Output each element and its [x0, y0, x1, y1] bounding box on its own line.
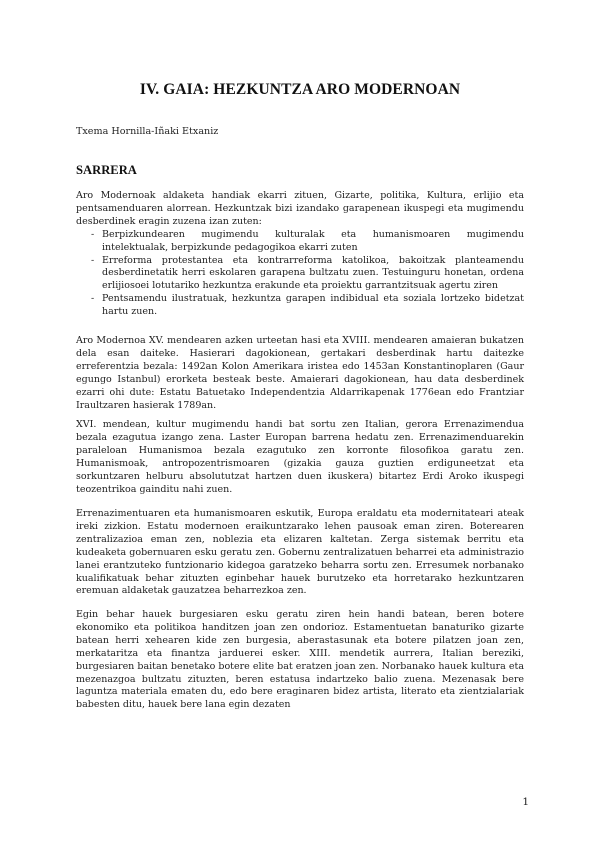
- page-title: IV. GAIA: HEZKUNTZA ARO MODERNOAN: [139, 81, 461, 98]
- paragraph-block-2: [76, 335, 524, 412]
- list-item: [76, 255, 524, 294]
- paragraph-block-3: [76, 419, 524, 496]
- section-heading: SARRERA: [76, 163, 137, 177]
- authors-line: Txema Hornilla-Iñaki Etxaniz: [76, 126, 219, 137]
- list-item-text: Erreforma protestantea eta kontrarreforma katolikoa, bakoitzak planteamendu desberdinetatik herri eskolaren garapena bultzatu zuen. Testuinguru honetan, ordena erlijiosoei lotutariko hezkuntza erakunde eta proiektu garrantzitsuak agertu ziren: [102, 254, 524, 292]
- bullet-dash: -: [91, 228, 95, 240]
- paragraph-intro: Aro Modernoak aldaketa handiak ekarri zituen, Gizarte, politika, Kultura, erlijio eta pentsamenduaren alorrean. Hezkuntzak bizi izandako garapenean ikuspegi eta mugimendu desberdinek eragin zuzena izan zuten:: [76, 190, 524, 227]
- list-item-text: Pentsamendu ilustratuak, hezkuntza garapen indibidual eta soziala lortzeko bidetzat hartu zuen.: [102, 293, 524, 318]
- list-item: [76, 229, 524, 255]
- bullet-dash: -: [91, 293, 95, 305]
- page-number: 1: [522, 796, 529, 808]
- paragraph-4: Errenazimentuaren eta humanismoaren eskutik, Europa eraldatu eta modernitateari ateak ireki zizkion. Estatu modernoen eraikuntzarako lehen pausoak eman ziren. Boterearen zentralizazioa eman zen, noblezia eta elizaren kaltetan. Zerga sistemak berritu eta kudeaketa gobernuaren esku geratu zen. Gobernu zentralizatuen beharrei eta administrazio lanei erantzuteko funtzionario kidegoa garatzeko beharra sortu zen. Erresumek norbanako kualifikatuak behar zituzten eginbehar hauek burutzeko eta horretarako hezkuntzaren eremuan aldaketak gauzatzea beharrezkoa zen.: [76, 508, 524, 597]
- bullet-dash: -: [91, 254, 95, 266]
- list-item-text: Berpizkundearen mugimendu kulturalak eta humanismoaren mugimendu intelektualak, berpizkunde pedagogikoa ekarri zuten: [102, 228, 524, 253]
- list-item: [76, 293, 524, 319]
- bullet-list: [76, 229, 524, 319]
- paragraph-2: Aro Modernoa XV. mendearen azken urteetan hasi eta XVIII. mendearen amaieran bukatzen dela esan daiteke. Hasierari dagokionean, gertakari desberdinak hartu daitezke erreferentzia bezala: 1492an Kolon Amerikara iristea edo 1453an Konstantinoplaren (Gaur egungo Istanbul) erorketa besteak beste. Amaierari dagokionean, hau data desberdinek ezarri ohi dute: Estatu Batuetako Independentzia Aldarrikapenak 1776ean edo Frantziar Iraultzaren hasierak 1789an.: [76, 335, 524, 411]
- paragraph-5: Egin behar hauek burgesiaren esku geratu ziren hein handi batean, beren botere ekonomiko eta politikoa handitzen joan zen ondorioz. Estamentuetan banaturiko gizarte batean herri xehearen kide zen burgesia, aberastasunak eta botere pilatzen joan zen, merkataritza eta finantza jarduerei esker. XIII. mendetik aurrera, Italian bereziki, burgesiaren baitan benetako botere elite bat eratzen joan zen. Norbanako hauek kultura eta mezenazgoa bultzatu zituzten, beren estatusa indartzeko balio zuena. Mezenasak bere laguntza materiala ematen du, edo bere eraginaren bidez artista, literato eta zientzialariak babesten ditu, hauek bere lana egin dezaten: [76, 609, 524, 711]
- paragraph-block-4: [76, 508, 524, 598]
- intro-block: [76, 190, 524, 319]
- paragraph-block-5: [76, 609, 524, 712]
- paragraph-3: XVI. mendean, kultur mugimendu handi bat sortu zen Italian, gerora Errenazimendua bezala ezagutua izango zena. Laster Europan barrena hedatu zen. Errenazimenduarekin paraleloan Humanismoa bezala ezagutuko zen korronte filosofikoa garatu zen. Humanismoak, antropozentrismoaren (gizakia gauza guztien erdiguneetzat eta sorkuntzaren helburu absolututzat hartzen duen ikuskera) bitartez Erdi Aroko ikuspegi teozentrikoa gainditu nahi zuen.: [76, 419, 524, 495]
